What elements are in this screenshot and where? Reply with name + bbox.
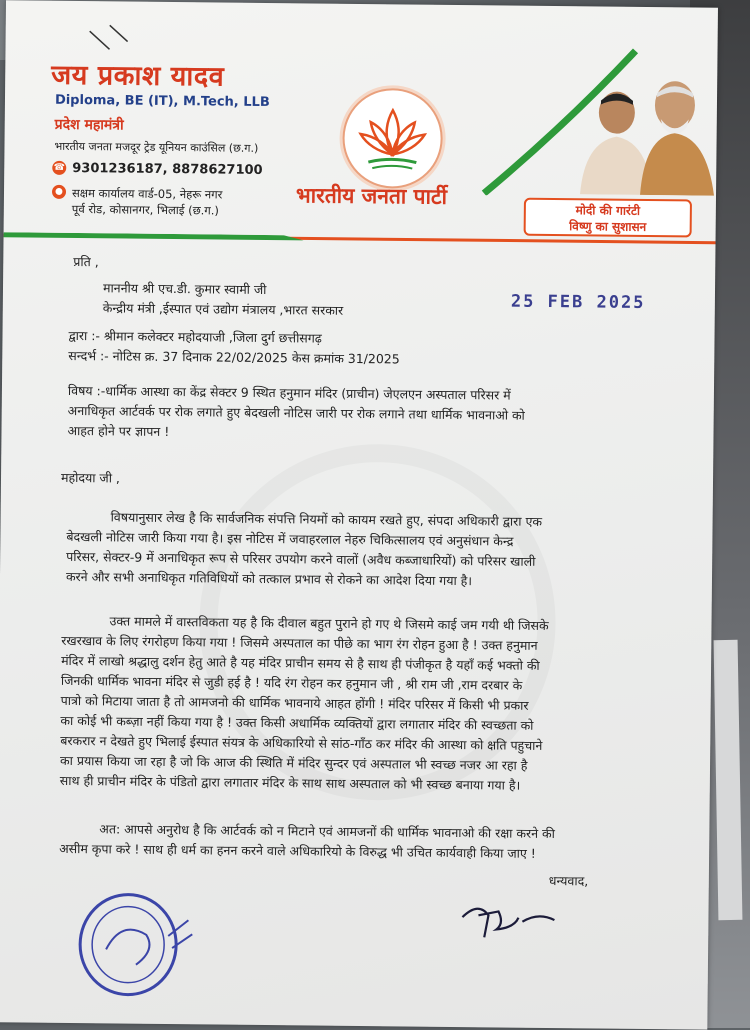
phone-icon: ☎ xyxy=(52,161,66,175)
recipient-name: माननीय श्री एच.डी. कुमार स्वामी जी xyxy=(102,280,267,298)
slogan-line-2: विष्णु का सुशासन xyxy=(569,219,647,234)
paragraph-line: बेदखली नोटिस जारी किया गया है। इस नोटिस में जवाहरलाल नेहरु चिकित्सालय एवं अनुसंधान केन्द्र xyxy=(66,528,514,549)
salutation: महोदया जी , xyxy=(60,469,121,486)
address-row xyxy=(52,185,223,219)
slogan-box xyxy=(524,198,692,238)
paragraph-line: अत: आपसे अनुरोध है कि आर्टवर्क को न मिटाने एवं आमजनों की धार्मिक भावनाओ की रक्षा करने की xyxy=(99,821,555,842)
leaders-photo xyxy=(574,74,715,195)
sender-post: प्रदेश महामंत्री xyxy=(54,116,124,134)
subject-line: विषय :-धार्मिक आस्था का केंद्र सेक्टर 9 स्थित हनुमान मंदिर (प्राचीन) जेएलएन अस्पताल परिसर में xyxy=(67,382,511,403)
sender-name: जय प्रकाश यादव xyxy=(51,59,225,93)
bjp-lotus-logo xyxy=(342,88,443,189)
paragraph-line: का कोई भी कब्ज़ा नहीं किया गया है ! उक्त किसी अधार्मिक व्यक्तियों द्वारा लगातार मंदिर की स्वच्छता को xyxy=(60,712,534,733)
location-pin-icon: ● xyxy=(52,185,66,199)
paragraph-line: विषयानुसार लेख है कि सार्वजनिक संपत्ति नियमों को कायम रखते हुए, संपदा अधिकारी द्वारा एक xyxy=(110,509,543,529)
to-label: प्रति , xyxy=(73,253,99,270)
sender-organization: भारतीय जनता मजदूर ट्रेड यूनियन काउंसिल (छ.ग.) xyxy=(54,139,259,155)
paragraph-line: बरकरार न देखते हुए भिलाई ईस्पात संयत्र के अधिकारियो से सांठ-गाँठ कर मंदिर की आस्था को क्षति पहुचाने xyxy=(60,732,543,753)
paragraph-1 xyxy=(66,507,542,592)
paragraph-line: जिनकी धार्मिक भावना मंदिर से जुडी हई है ! यदि रंग रोहन कर हनुमान जी , श्री राम जी ,राम दरबार के xyxy=(60,672,523,693)
slogan-line-1: मोदी की गारंटी xyxy=(575,203,641,218)
closing: धन्यवाद, xyxy=(548,873,589,889)
paragraph-line: पात्रो को मिटाया जाता है तो आमजनो की धार्मिक भावनाये आहत होंगी ! मंदिर परिसर में किसी भी प्रकार xyxy=(60,692,529,713)
underlying-sheet xyxy=(714,640,743,920)
paragraph-2 xyxy=(60,611,549,796)
paragraph-line: असीम कृपा करे ! साथ ही धर्म का हनन करने वाले अधिकारियो के विरुद्ध भी उचित कार्यवाही किया जाए ! xyxy=(59,840,536,861)
subject-line: अनाधिकृत आर्टवर्क पर रोक लगाते हुए बेदखली नोटिस जारी पर रोक लगाने तथा धार्मिक भावनाओ को xyxy=(67,402,525,423)
address-text xyxy=(72,185,223,219)
signature xyxy=(458,897,569,948)
reference-line: सन्दर्भ :- नोटिस क्र. 37 दिनाक 22/02/2025 केस क्रमांक 31/2025 xyxy=(68,347,400,367)
paragraph-3 xyxy=(59,819,555,864)
subject-line: आहत होने पर ज्ञापन ! xyxy=(67,422,170,440)
paragraph-line: परिसर, सेक्टर-9 में अनाधिकृत रूप से परिसर उपयोग करने वालों (अवैध कब्जाधारियों) को परिसर खाली xyxy=(66,548,536,569)
paragraph-line: करने और सभी अनाधिकृत गतिविधियों को तत्काल प्रभाव से रोकने का आदेश दिया गया है। xyxy=(65,568,473,589)
through-line: द्वारा :- श्रीमान कलेक्टर महोदयाजी ,जिला दुर्ग छत्तीसगढ़ xyxy=(68,327,322,346)
paragraph-line: साथ ही प्राचीन मंदिर के पंडितो द्वारा लगातार मंदिर के साथ साथ अस्पताल को भी स्वच्छ बनाया गया है। xyxy=(59,772,521,793)
paragraph-line: उक्त मामले में वास्तविकता यह है कि दीवाल बहुत पुराने हो गए थे जिसमे काई जम गयी थी जिसके xyxy=(109,613,549,633)
official-stamp xyxy=(76,889,197,1000)
phone-row xyxy=(52,161,263,178)
subject xyxy=(67,381,525,446)
sender-degrees: Diploma, BE (IT), M.Tech, LLB xyxy=(54,92,270,111)
address-line-1: सक्षम कार्यालय वार्ड-05, नेहरू नगर xyxy=(71,185,223,202)
date-stamp: 25 FEB 2025 xyxy=(510,291,646,313)
party-name: भारतीय जनता पार्टी xyxy=(295,183,448,209)
paragraph-line: रखरखाव के लिए रंगरोहण किया गया ! जिसमे अस्पताल का पीछे का भाग रंग रोहन हुआ है ! उक्त हनुमान xyxy=(61,632,538,653)
lotus-icon xyxy=(344,90,441,187)
paragraph-line: का प्रयास किया जा रहा है जो कि आज की स्थिति में मंदिर सुन्दर एवं अस्पताल भी स्वच्छ नजर आ रहा है xyxy=(59,752,528,773)
paragraph-line: मंदिर में लाखो श्रद्धालु दर्शन हेतु आते है यह मंदिर प्राचीन समय से है साथ ही पंजीकृत है यहाँ कई भक्तो की xyxy=(61,652,540,673)
recipient-designation: केन्द्रीय मंत्री ,ईस्पात एवं उद्योग मंत्रालय ,भारत सरकार xyxy=(102,300,344,318)
address-line-2: पूर्व रोड, कोसानगर, भिलाई (छ.ग.) xyxy=(71,201,220,218)
phone-numbers: 9301236187, 8878627100 xyxy=(72,160,263,178)
